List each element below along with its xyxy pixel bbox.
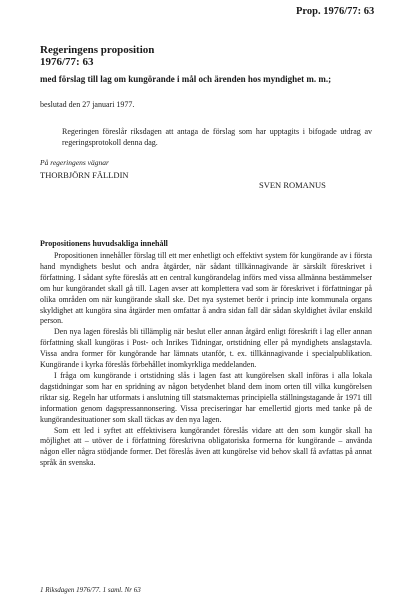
body-paragraph: Som ett led i syftet att effektivisera kungörandet föreslås vidare att den som kungör skall ha möjlighet att – utöver de i författning föreskrivna obligatoriska formerna för kungörande – använda någon eller några stödjande former. Det föreslås även att kungörelse vid behov skall få avfattas på annat språk än svenska.: [40, 425, 372, 468]
body-paragraph: I fråga om kungörande i ortstidning slås i lagen fast att kungörelsen skall införas i alla lokala dagstidningar som har en spridning av någon betydenhet bland dem inom orten till vilka kungörelsen riktar sig. Regeln har utformats i anslutning till statsmakternas principiella ställningstagande år 1971 till information genom dagspressannonsering. Vissa preciseringar har emellertid gjorts med tanke på de kungörandesituationer som skall täckas av den nya lagen.: [40, 370, 372, 424]
decision-date: beslutad den 27 januari 1977.: [40, 100, 135, 109]
section-heading: Propositionens huvudsakliga innehåll: [40, 239, 168, 248]
intro-paragraph: Regeringen föreslår riksdagen att antaga de förslag som har upptagits i bifogade utdrag av regeringsprotokoll denna dag.: [62, 127, 372, 147]
document-title: [40, 44, 154, 68]
footnote: 1 Riksdagen 1976/77. 1 saml. Nr 63: [40, 586, 141, 594]
body-paragraph: Propositionen innehåller förslag till ett mer enhetligt och effektivt system för kungörande av i första hand myndighets beslut och andra åtgärder, när sådant tillkännagivande är särskilt föreskrivet i författning. I sådant syfte föreslås att en central kungörandelag införs med vissa allmänna bestämmelser om hur kungörandet skall gå till. Lagen avser att komplettera vad som är föreskrivet i författningar på olika områden om när kungörande skall ske. Det nya systemet berör i princip inte kommunala organs skyldighet att kungöra sina åtgärder men omfattar å andra sidan fall där sådan skyldighet åvilar enskild person.: [40, 251, 372, 326]
title-line-2: 1976/77: 63: [40, 56, 94, 68]
body-paragraph: Den nya lagen föreslås bli tillämplig när beslut eller annan åtgärd enligt föreskrift i lag eller annan författning skall kungöras i Post- och Inrikes Tidningar, ortstidning eller på myndighets anslagstavla. Vissa andra former för kungörande har lämnats utanför, t. ex. tillkännagivande i specialpublikation. Kungörande i kyrka föreslås förbehållet inomkyrkliga meddelanden.: [40, 327, 372, 370]
signature-prime-minister: THORBJÖRN FÄLLDIN: [40, 170, 129, 180]
title-line-1: Regeringens proposition: [40, 44, 155, 56]
on-behalf-label: På regeringens vägnar: [40, 158, 109, 167]
signature-minister: SVEN ROMANUS: [259, 180, 326, 190]
section-body: [40, 251, 372, 469]
document-subtitle: med förslag till lag om kungörande i mål och ärenden hos myndighet m. m.;: [40, 74, 332, 84]
proposition-reference: Prop. 1976/77: 63: [296, 6, 375, 17]
